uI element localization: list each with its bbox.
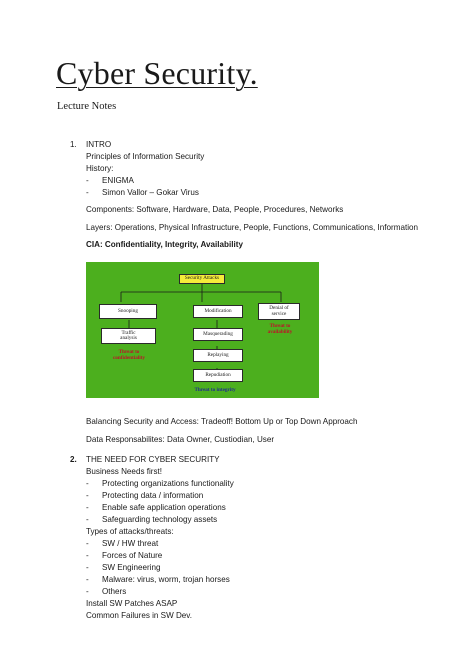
document-subtitle: Lecture Notes <box>57 101 117 112</box>
document-title: Cyber Security. <box>56 55 258 91</box>
type-item: SW / HW threat <box>102 539 159 548</box>
need-item: Protecting data / information <box>102 491 204 500</box>
layers-line: Layers: Operations, Physical Infrastructure, People, Functions, Communications, Information <box>86 223 418 232</box>
need-item: Enable safe application operations <box>102 503 226 512</box>
diagram-modification-box: Modification <box>193 305 243 318</box>
section-1-line-2: History: <box>86 164 114 173</box>
diagram-snooping-box: Snooping <box>99 304 157 319</box>
diagram-replaying-box: Replaying <box>193 349 243 362</box>
need-item: Protecting organizations functionality <box>102 479 234 488</box>
section-2-number: 2. <box>70 455 77 464</box>
list-bullet: - <box>86 587 89 596</box>
cia-line: CIA: Confidentiality, Integrity, Availability <box>86 240 243 249</box>
type-item: Malware: virus, worm, trojan horses <box>102 575 230 584</box>
section-1-number: 1. <box>70 140 77 149</box>
section-2-line-1: Business Needs first! <box>86 467 163 476</box>
need-item: Safeguarding technology assets <box>102 515 218 524</box>
common-failures-line: Common Failures in SW Dev. <box>86 611 192 620</box>
list-bullet: - <box>86 479 89 488</box>
list-bullet: - <box>86 176 89 185</box>
data-responsibilities-line: Data Responsabilites: Data Owner, Custiodian, User <box>86 435 275 444</box>
list-bullet: - <box>86 491 89 500</box>
security-attacks-diagram <box>86 262 319 398</box>
list-bullet: - <box>86 515 89 524</box>
diagram-root-box: Security Attacks <box>179 274 225 284</box>
threat-integrity-label: Threat to integrity <box>194 387 236 393</box>
section-1-line-1: Principles of Information Security <box>86 152 205 161</box>
list-bullet: - <box>86 563 89 572</box>
diagram-traffic-box: Traffic analysis <box>101 328 156 344</box>
threat-confidentiality-label: Threat to confidentiality <box>113 349 145 361</box>
type-item: Forces of Nature <box>102 551 163 560</box>
threat-availability-label: Threat to availability <box>267 323 293 335</box>
balancing-line: Balancing Security and Access: Tradeoff! Bottom Up or Top Down Approach <box>86 417 358 426</box>
list-bullet: - <box>86 551 89 560</box>
section-2-heading: THE NEED FOR CYBER SECURITY <box>86 455 220 464</box>
list-bullet: - <box>86 188 89 197</box>
install-line: Install SW Patches ASAP <box>86 599 178 608</box>
diagram-repudiation-box: Repudiation <box>193 369 243 382</box>
components-line: Components: Software, Hardware, Data, People, Procedures, Networks <box>86 205 344 214</box>
history-item: ENIGMA <box>102 176 134 185</box>
list-bullet: - <box>86 539 89 548</box>
diagram-dos-box: Denial of service <box>258 303 300 320</box>
type-item: SW Engineering <box>102 563 161 572</box>
list-bullet: - <box>86 503 89 512</box>
list-bullet: - <box>86 575 89 584</box>
history-item: Simon Vallor – Gokar Virus <box>102 188 199 197</box>
diagram-masquerading-box: Masquerading <box>193 328 243 341</box>
section-1-heading: INTRO <box>86 140 112 149</box>
type-item: Others <box>102 587 127 596</box>
types-heading: Types of attacks/threats: <box>86 527 174 536</box>
